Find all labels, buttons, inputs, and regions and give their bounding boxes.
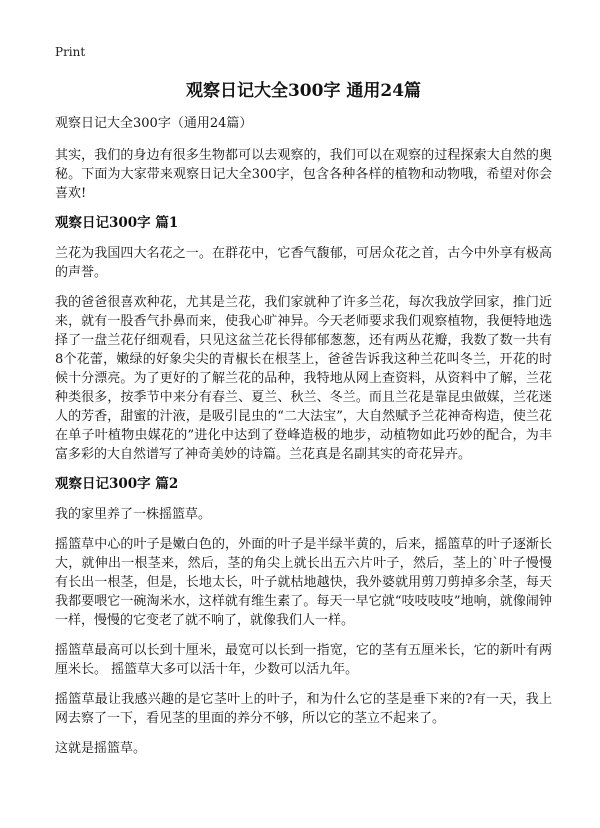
intro-paragraph: 其实，我们的身边有很多生物都可以去观察的，我们可以在观察的过程探索大自然的奥秘。下面为大家带来观察日记大全300字，包含各种各样的植物和动物哦，希望对你会喜欢!: [55, 148, 552, 201]
section-heading: 观察日记300字 篇1: [55, 215, 179, 231]
paragraph: 兰花为我国四大名花之一。在群花中，它香气馥郁，可居众花之首，古今中外享有极高的声誉。: [55, 246, 552, 280]
section-heading: 观察日记300字 篇2: [55, 476, 179, 492]
document-subtitle: 观察日记大全300字（通用24篇）: [55, 116, 253, 131]
print-link[interactable]: Print: [55, 45, 86, 59]
paragraph: 摇篮草最高可以长到十厘米，最宽可以长到一指宽，它的茎有五厘米长，它的新叶有两厘米长。 摇篮草大多可以活十年，少数可以活九年。: [55, 643, 552, 677]
paragraph: 我的家里养了一株摇篮草。: [55, 507, 212, 522]
paragraph: 我的爸爸很喜欢种花，尤其是兰花，我们家就种了许多兰花，每次我放学回家，推门近来，就有一股香气扑鼻而来，使我心旷神异。今天老师要求我们观察植物，我便特地选择了一盘兰花仔细观看，只见这盆兰花长得郁郁葱葱，还有两丛花瓣，我数了数一共有8个花蕾，嫩绿的好象尖尖的青椒长在根茎上，爸爸告诉我这种兰花叫冬兰，开花的时候十分漂亮。为了更好的了解兰花的品种，我特地从网上查资料，从资料中了解，兰花种类很多，按季节中来分有春兰、夏兰、秋兰、冬兰。而且兰花是靠昆虫做媒，兰花迷人的芳香，甜蜜的汁液，是吸引昆虫的“二大法宝”，大自然赋予兰花神奇构造，使兰花在单子叶植物虫媒花的”进化中达到了登峰造极的地步，动植物如此巧妙的配合，为丰富多彩的大自然谱写了神奇美妙的诗篇。兰花真是名副其实的奇花异卉。: [55, 295, 552, 462]
paragraph: 摇篮草中心的叶子是嫩白色的，外面的叶子是半绿半黄的，后来，摇篮草的叶子逐渐长大，就伸出一根茎来，然后，茎的角尖上就长出五六片叶子，然后，茎上的`叶子慢慢有长出一根茎，但是，长地太长，叶子就枯地越快，我外婆就用剪刀剪掉多余茎，每天我都要喂它一碗淘米水，这样就有维生素了。每天一早它就“吱吱吱吱”地响，就像闹钟一样，慢慢的它变老了就不响了，就像我们人一样。: [55, 537, 552, 628]
paragraph: 这就是摇篮草。: [55, 741, 147, 756]
paragraph: 摇篮草最让我感兴趣的是它茎叶上的叶子，和为什么它的茎是垂下来的?有一天，我上网去察了一下，看见茎的里面的养分不够，所以它的茎立不起来了。: [55, 692, 552, 726]
page-title: 观察日记大全300字 通用24篇: [185, 81, 422, 101]
